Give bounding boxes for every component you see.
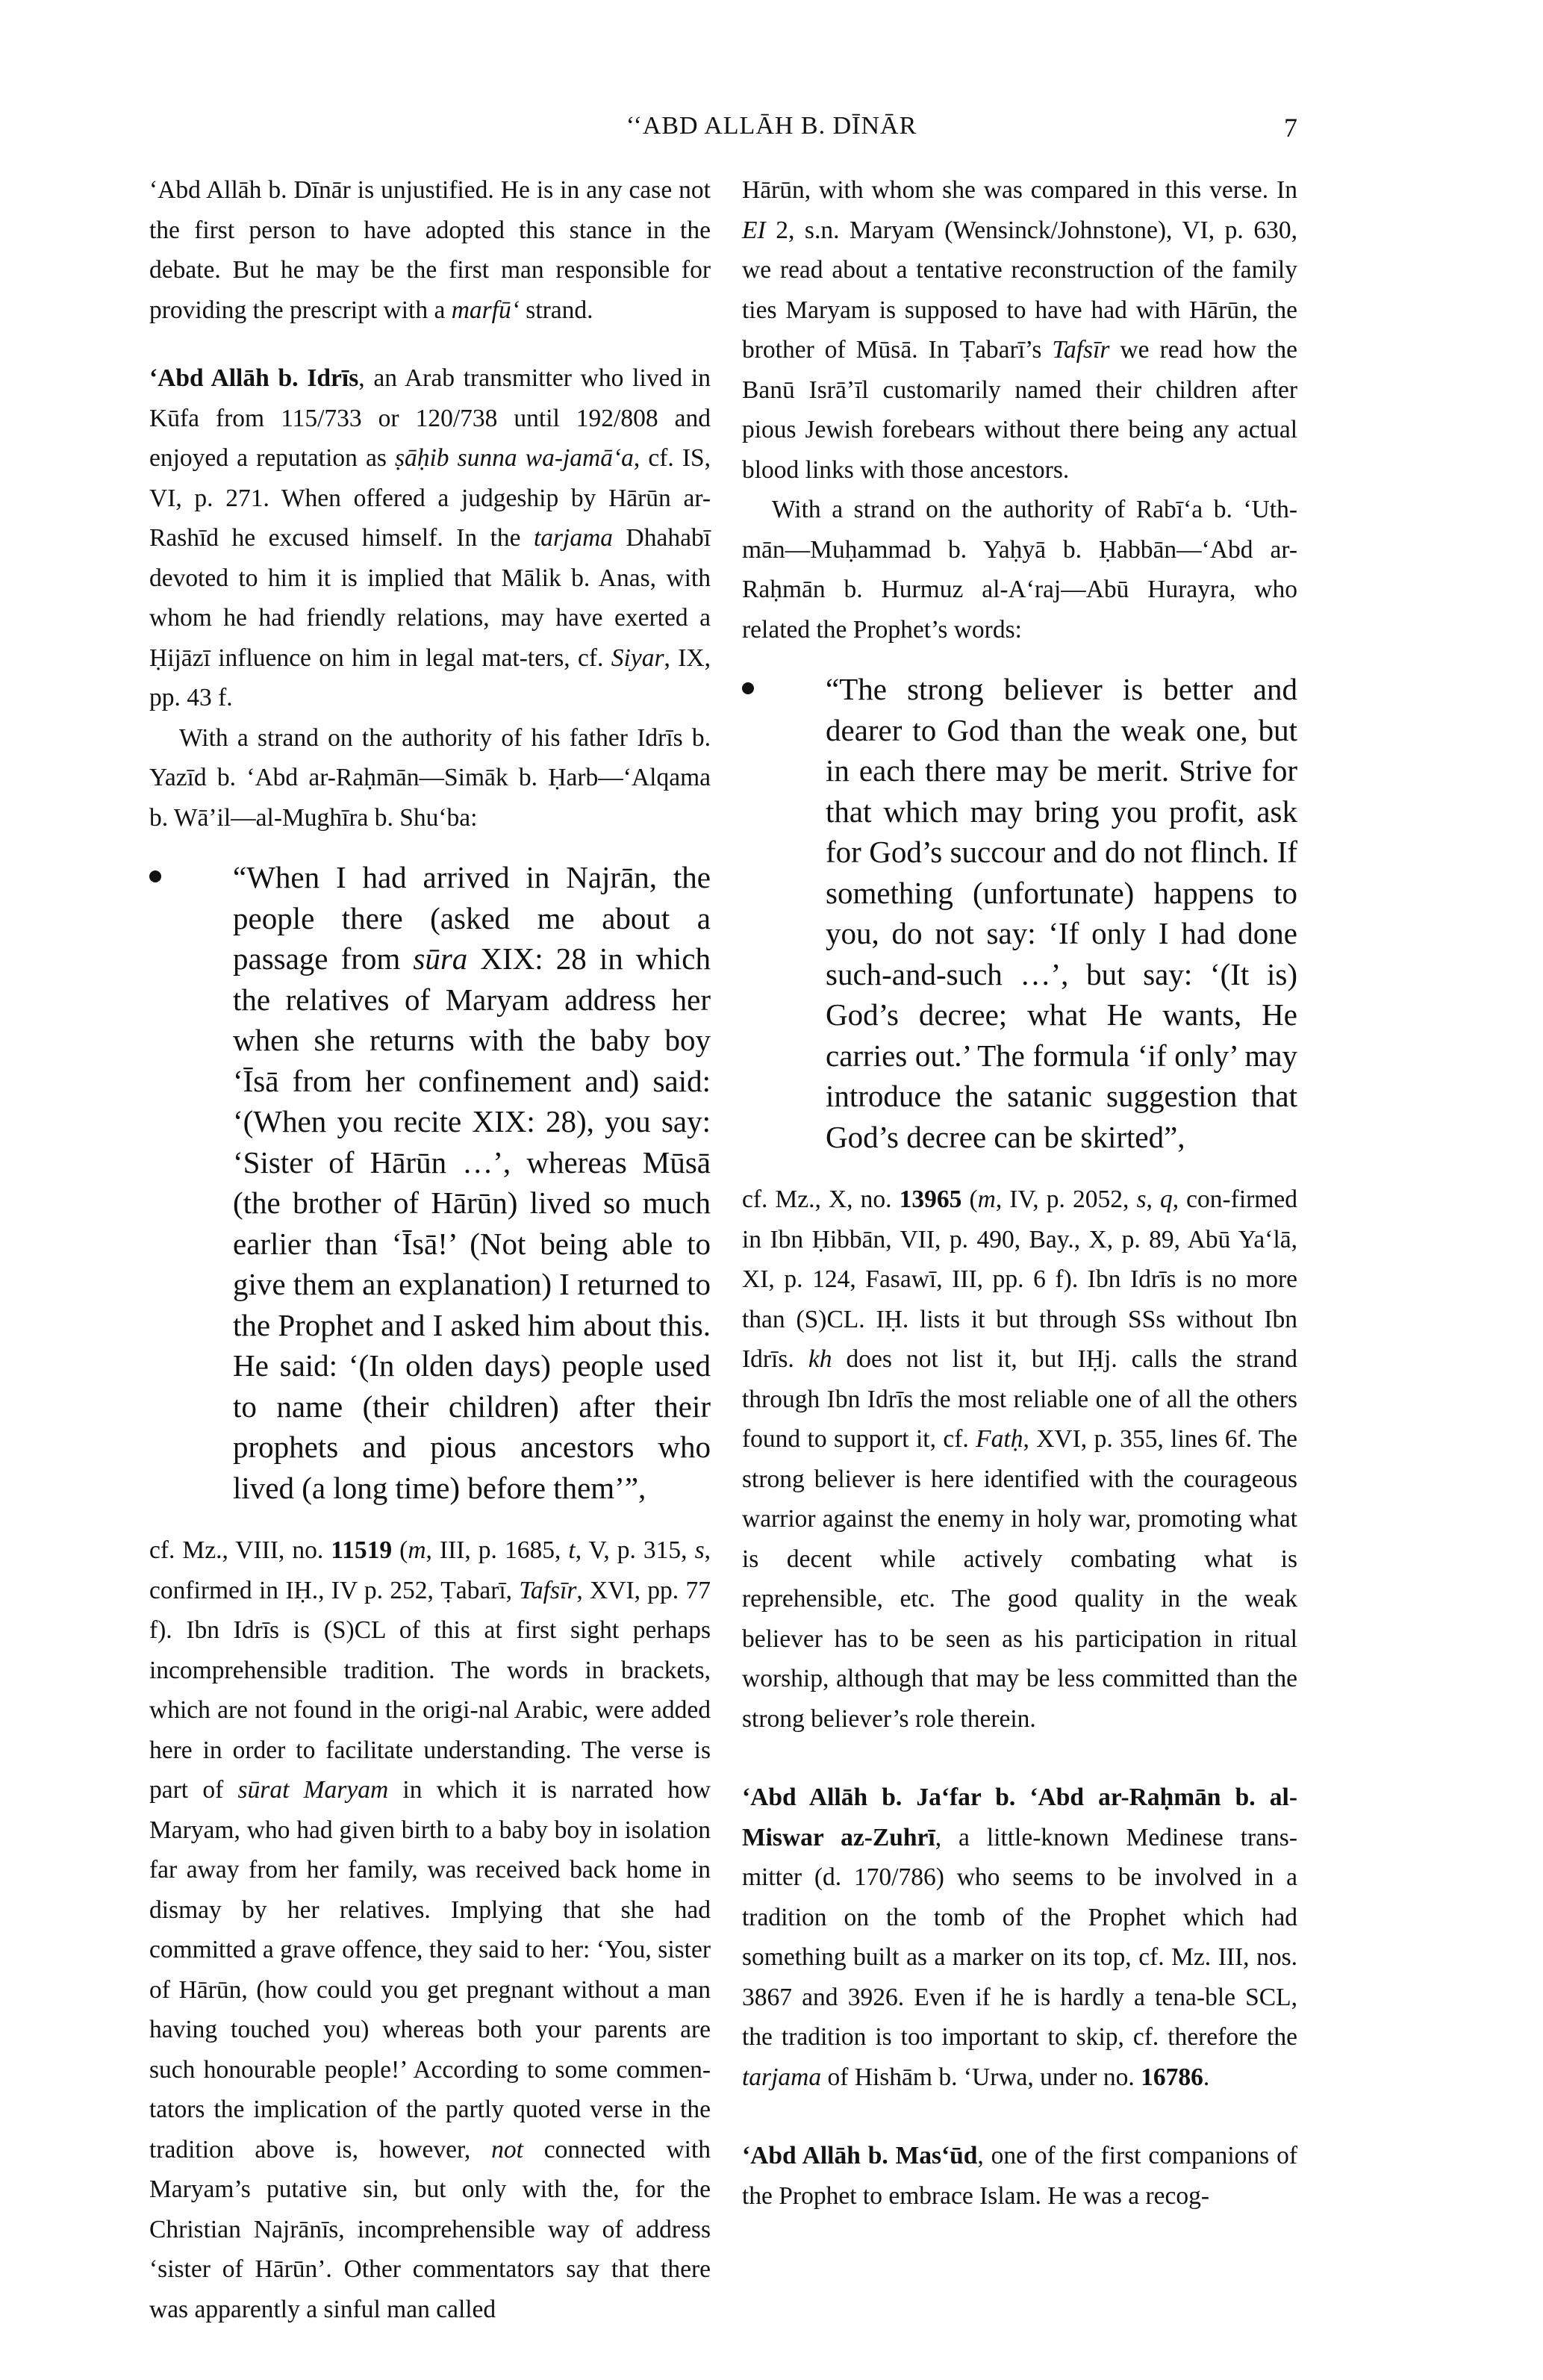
tradition-quote: “The strong believer is better and dearer to God than the weak one, but in each there may be merit. Strive for that which may bring you profit, ask for God’s succour and do not flinch. If something (unfortunate) happens to you, do not say: ‘If only I had done such-and-such …’, but say: ‘(It is) God’s decree; what He wants, He carries out.’ The formula ‘if only’ may introduce the satanic suggestion that God’s decree can be skirted”, [742, 669, 1297, 1157]
running-head: ‘‘ABD ALLĀH B. DĪNĀR [626, 112, 917, 140]
paragraph-continuation: ‘Abd Allāh b. Dīnār is unjustified. He is in any case not the first person to have adopted this stance in the debate. But he may be the first man responsible for providing the prescript with a marfū‘ strand. [149, 176, 711, 324]
spacer [742, 1739, 1297, 1778]
spacer [742, 2097, 1297, 2136]
entry-abd-allah-b-jafar: ‘Abd Allāh b. Ja‘far b. ‘Abd ar-Raḥmān b. al-Miswar az-Zuhrī, a little-known Medinese trans-mitter (d. 170/786) who seems to be involved in a tradition on the tomb of the Prophet which had something built as a marker on its top, cf. Mz. III, nos. 3867 and 3926. Even if he is hardly a tena-ble SCL, the tradition is too important to skip, cf. therefore the tarjama of Hishām b. ‘Urwa, under no. 16786. [742, 1784, 1297, 2091]
entry-abd-allah-b-idris: ‘Abd Allāh b. Idrīs, an Arab transmitter who lived in Kūfa from 115/733 or 120/738 until 192/808 and enjoyed a reputation as ṣāḥib sunna wa-jamā‘a, cf. IS, VI, p. 271. When offered a judgeship by Hārūn ar-Rashīd he excused himself. In the tarjama Dhahabī devoted to him it is implied that Mālik b. Anas, with whom he had friendly relations, may have exerted a Ḥijāzī influence on him in legal mat-ters, cf. Siyar, IX, pp. 43 f. [149, 364, 711, 711]
spacer [149, 330, 711, 358]
entry-abd-allah-b-masud: ‘Abd Allāh b. Mas‘ūd, one of the first companions of the Prophet to embrace Islam. He was a recog- [742, 2142, 1297, 2210]
right-column [742, 170, 1297, 2216]
isnad-strand: With a strand on the authority of Rabī‘a b. ‘Uth-mān—Muḥammad b. Yaḥyā b. Ḥabbān—‘Abd ar-Raḥmān b. Hurmuz al-A‘raj—Abū Hurayra, who related the Prophet’s words: [742, 496, 1297, 644]
left-column [149, 170, 711, 2329]
commentary: cf. Mz., VIII, no. 11519 (m, III, p. 1685, t, V, p. 315, s, confirmed in IḤ., IV p. 252, Ṭabarī, Tafsīr, XVI, pp. 77 f). Ibn Idrīs is (S)CL of this at first sight perhaps incomprehensible tradition. The words in brackets, which are not found in the origi-nal Arabic, were added here in order to facilitate understanding. The verse is part of sūrat Maryam in which it is narrated how Maryam, who had given birth to a baby boy in isolation far away from her family, was received back home in dismay by her relatives. Implying that she had committed a grave offence, they said to her: ‘You, sister of Hārūn, (how could you get pregnant without a man having touched you) whereas both your parents are such honourable people!’ According to some commen-tators the implication of the partly quoted verse in the tradition above is, however, not connected with Maryam’s putative sin, but only with the, for the Christian Najrānīs, incomprehensible way of address ‘sister of Hārūn’. Other commentators say that there was apparently a sinful man called [149, 1536, 711, 2323]
entry-heading: ‘Abd Allāh b. Idrīs [149, 364, 359, 392]
bullet-icon [149, 870, 161, 882]
bullet-icon [742, 682, 754, 694]
page-number: 7 [1284, 113, 1297, 143]
entry-heading: ‘Abd Allāh b. Ja‘far b. ‘Abd ar-Raḥmān b. al-Miswar az-Zuhrī [742, 1784, 1297, 1851]
isnad-strand: With a strand on the authority of his father Idrīs b. Yazīd b. ‘Abd ar-Raḥmān—Simāk b. Ḥarb—‘Alqama b. Wā’il—al-Mughīra b. Shu‘ba: [149, 723, 711, 832]
tradition-quote: “When I had arrived in Najrān, the people there (asked me about a passage from sūra XIX: 28 in which the relatives of Maryam address her when she returns with the baby boy ‘Īsā from her confinement and) said: ‘(When you recite XIX: 28), you say: ‘Sister of Hārūn …’, whereas Mūsā (the brother of Hārūn) lived so much earlier than ‘Īsā!’ (Not being able to give them an explanation) I returned to the Prophet and I asked him about this. He said: ‘(In olden days) people used to name (their children) after their prophets and pious ancestors who lived (a long time) before them’”, [149, 857, 711, 1508]
entry-heading: ‘Abd Allāh b. Mas‘ūd [742, 2142, 978, 2169]
commentary: cf. Mz., X, no. 13965 (m, IV, p. 2052, s, q, con-firmed in Ibn Ḥibbān, VII, p. 490, Bay., X, p. 89, Abū Ya‘lā, XI, p. 124, Fasawī, III, pp. 6 f). Ibn Idrīs is no more than (S)CL. IḤ. lists it but through SSs without Ibn Idrīs. kh does not list it, but IḤj. calls the strand through Ibn Idrīs the most reliable one of all the others found to support it, cf. Fatḥ, XVI, p. 355, lines 6f. The strong believer is here identified with the courageous warrior against the enemy in holy war, promoting what is decent while actively combating what is reprehensible, etc. The good quality in the weak believer has to be seen as his participation in ritual worship, although that may be less committed than the strong believer’s role therein. [742, 1186, 1298, 1733]
commentary-continuation: Hārūn, with whom she was compared in this verse. In EI 2, s.n. Maryam (Wensinck/Johnstone), VI, p. 630, we read about a tentative reconstruction of the family ties Maryam is supposed to have had with Hārūn, the brother of Mūsā. In Ṭabarī’s Tafsīr we read how the Banū Isrā’īl customarily named their children after pious Jewish forebears without there being any actual blood links with those ancestors. [742, 176, 1297, 484]
